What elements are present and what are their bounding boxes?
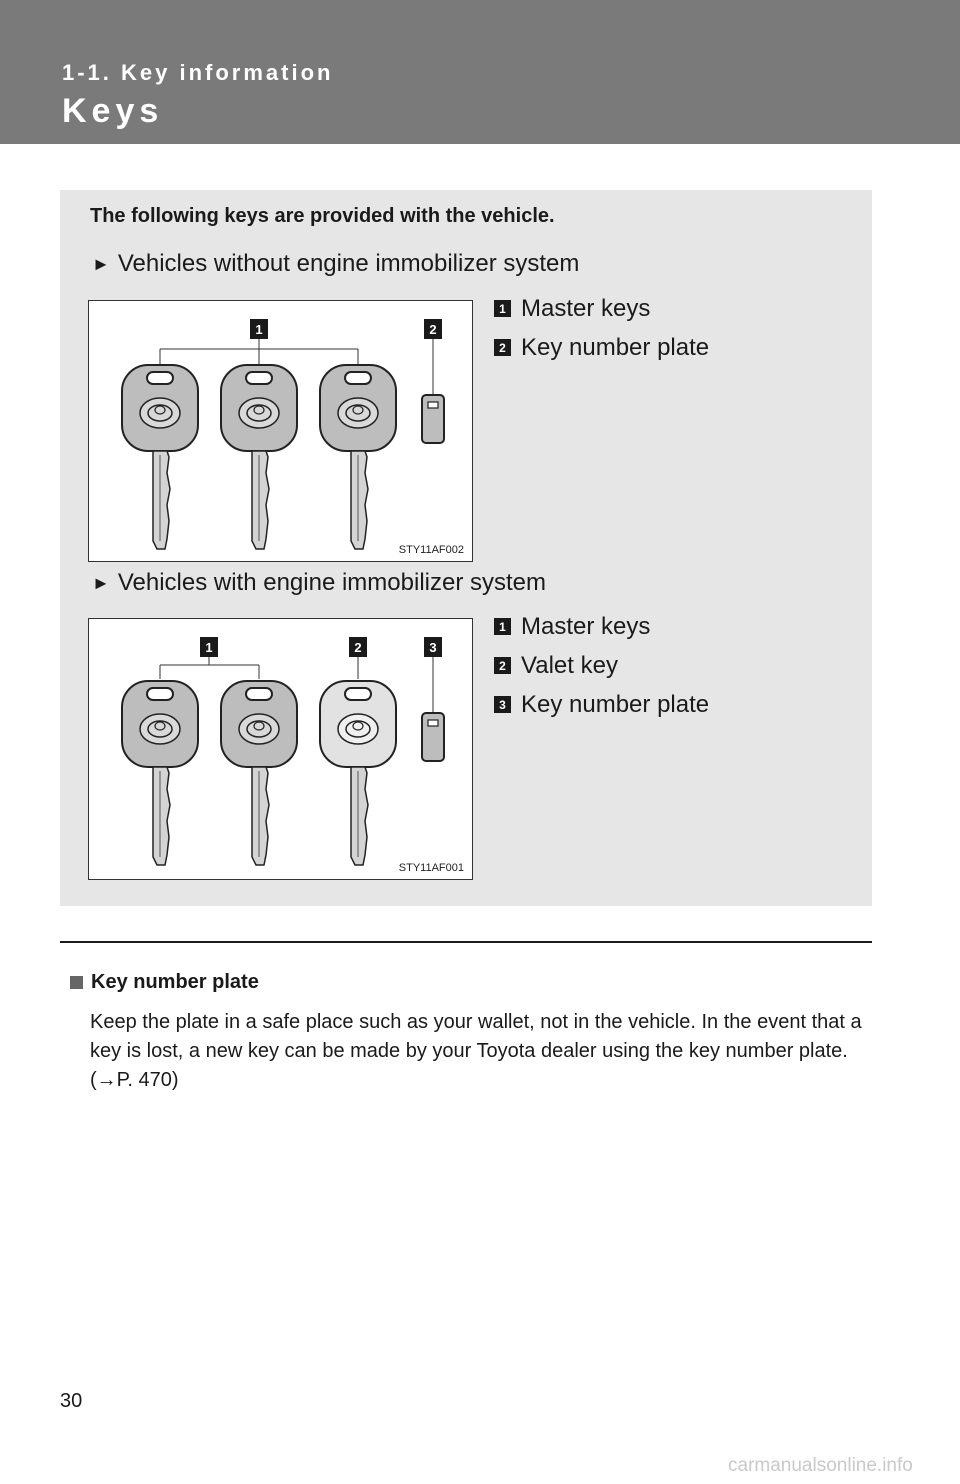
legend-immobilizer: [494, 607, 709, 724]
keys-illustration: [89, 301, 474, 563]
keys-figure-immobilizer: [88, 618, 473, 880]
keys-figure-no-immobilizer: [88, 300, 473, 562]
figure-code: STY11AF001: [398, 862, 464, 874]
variant-heading-text: Vehicles without engine immobilizer system: [117, 250, 580, 277]
legend-label: Valet key: [521, 651, 618, 679]
legend-item: [494, 328, 709, 367]
square-bullet-icon: [70, 976, 83, 989]
note-title-text: Key number plate: [91, 971, 259, 993]
intro-text: The following keys are provided with the vehicle.: [90, 205, 555, 227]
chapter-header: [0, 0, 960, 144]
legend-item: [494, 607, 709, 646]
svg-text:3: 3: [429, 640, 437, 655]
note-body: Keep the plate in a safe place such as your wallet, not in the vehicle. In the event that a key is lost, a new key can be made by your Toyota dealer using the key number plate. (→P. 470): [90, 1011, 862, 1091]
page-number: 30: [60, 1390, 83, 1412]
svg-text:1: 1: [205, 640, 213, 655]
legend-label: Master keys: [521, 612, 651, 640]
legend-item: [494, 685, 709, 724]
number-badge: 1: [494, 618, 511, 635]
section-divider: [60, 941, 872, 943]
keys-illustration: [89, 619, 474, 881]
legend-no-immobilizer: [494, 289, 709, 367]
legend-label: Key number plate: [521, 690, 710, 718]
number-badge: 3: [494, 696, 511, 713]
watermark: carmanualsonline.info: [728, 1455, 913, 1476]
figure-code: STY11AF002: [398, 544, 464, 556]
number-badge: 1: [494, 300, 511, 317]
pointer-arrow-icon: ►: [92, 572, 110, 593]
number-badge: 2: [494, 339, 511, 356]
section-label: 1-1. Key information: [62, 60, 334, 85]
legend-label: Key number plate: [521, 333, 710, 361]
variant-heading-no-immobilizer: [92, 250, 579, 278]
legend-item: [494, 289, 709, 328]
variant-heading-text: Vehicles with engine immobilizer system: [117, 569, 546, 596]
svg-text:1: 1: [255, 322, 263, 337]
number-badge: 2: [494, 657, 511, 674]
svg-text:2: 2: [429, 322, 437, 337]
legend-label: Master keys: [521, 294, 651, 322]
pointer-arrow-icon: ►: [92, 253, 110, 274]
svg-text:2: 2: [354, 640, 362, 655]
legend-item: [494, 646, 709, 685]
page-title: Keys: [62, 92, 164, 130]
variant-heading-immobilizer: [92, 569, 546, 597]
note-heading: [70, 971, 259, 994]
